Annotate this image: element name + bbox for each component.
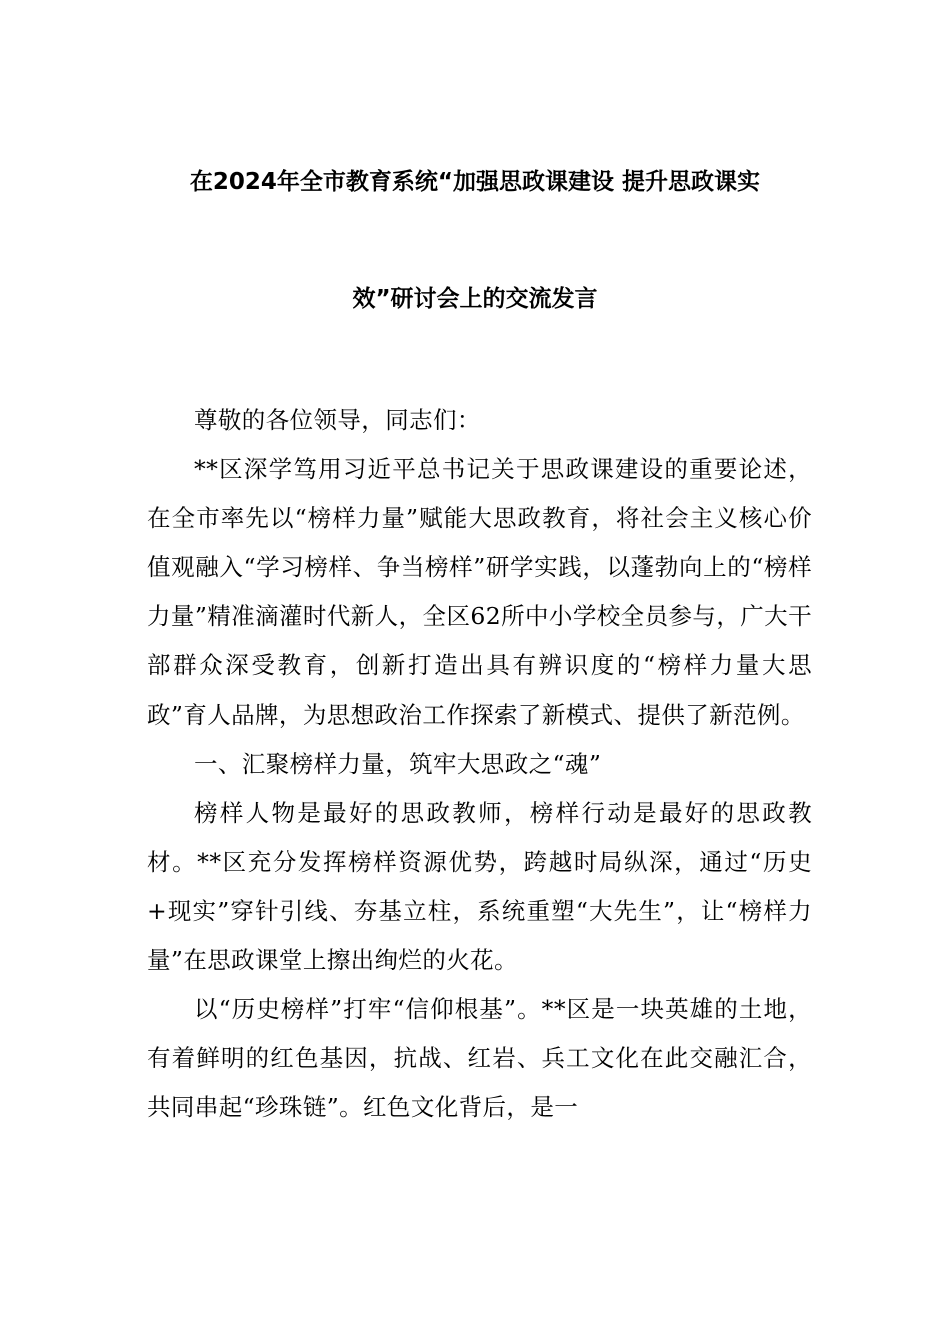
body-paragraph: 以“历史榜样”打牢“信仰根基”。**区是一块英雄的土地，有着鲜明的红色基因，抗战、红岩、兵工文化在此交融汇合，共同串起“珍珠链”。红色文化背后，是一 (147, 995, 812, 1122)
body-paragraph: **区深学笃用习近平总书记关于思政课建设的重要论述，在全市率先以“榜样力量”赋能大思政教育，将社会主义核心价值观融入“学习榜样、争当榜样”研学实践，以蓬勃向上的“榜样力量”精准滴灌时代新人，全区62所中小学校全员参与，广大干部群众深受教育，创新打造出具有辨识度的“榜样力量大思政”育人品牌，为思想政治工作探索了新模式、提供了新范例。 (147, 455, 812, 729)
document-body (147, 396, 812, 1132)
salutation: 尊敬的各位领导，同志们： (194, 406, 481, 434)
document-title-line-1: 在2024年全市教育系统“加强思政课建设 提升思政课实 (189, 169, 761, 195)
document-title-line-2: 效”研讨会上的交流发言 (352, 286, 598, 312)
body-paragraph: 榜样人物是最好的思政教师，榜样行动是最好的思政教材。**区充分发挥榜样资源优势，跨越时局纵深，通过“历史+现实”穿针引线、夯基立柱，系统重塑“大先生”，让“榜样力量”在思政课堂上擦出绚烂的火花。 (147, 798, 812, 975)
section-heading: 一、汇聚榜样力量，筑牢大思政之“魂” (194, 749, 602, 778)
